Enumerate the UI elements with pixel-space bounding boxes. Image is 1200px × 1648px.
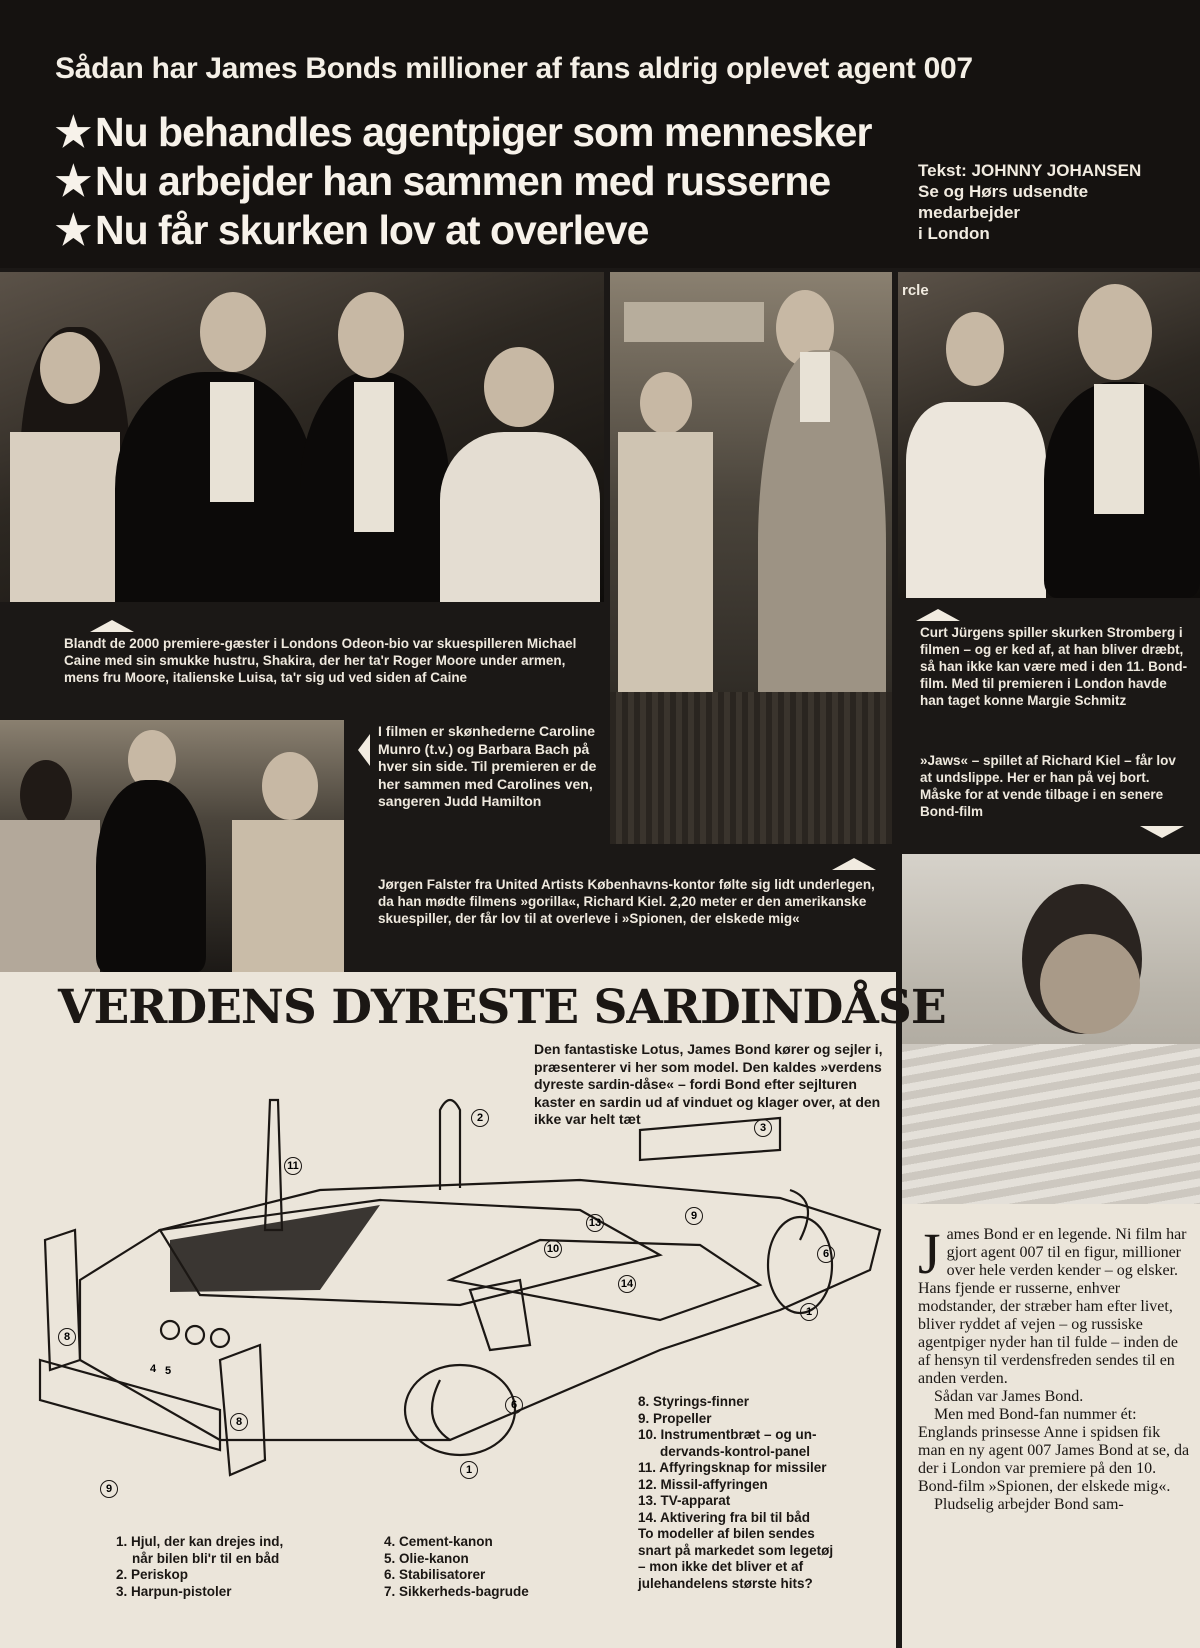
photo-swimmer — [902, 854, 1200, 1204]
byline-line: Tekst: JOHNNY JOHANSEN — [918, 161, 1142, 180]
legend-item: 7. Sikkerheds-bagrude — [384, 1583, 529, 1599]
legend-item: 5. Olie-kanon — [384, 1550, 469, 1566]
star-icon: ★ — [55, 207, 91, 253]
legend-item: 10. Instrumentbræt – og un- — [638, 1427, 817, 1442]
feature-headline: VERDENS DYRESTE SARDINDÅSE — [58, 980, 946, 1035]
byline-line: medarbejder — [918, 203, 1021, 222]
caption-jurgens: Curt Jürgens spiller skurken Stromberg i filmen – og er ked af, at han bliver dræbt, så han ikke kan være med i den 11. Bond-film. Med til premieren i London havde han taget konne Margie Schmitz — [920, 625, 1188, 708]
callout-6: 6 — [817, 1245, 835, 1263]
bullet-line-3 — [55, 206, 648, 254]
article-paragraph: Men med Bond-fan nummer ét: Englands prinsesse Anne i spidsen fik man en ny agent 007 James Bond at se, da der i London var premiere på den 10. Bond-film »Spionen, der elskede mig«. — [918, 1406, 1190, 1495]
legend-item: 13. TV-apparat — [638, 1493, 731, 1508]
photo-premiere-group — [0, 272, 604, 602]
callout-14: 14 — [618, 1275, 636, 1293]
legend-item: 1. Hjul, der kan drejes ind, — [116, 1534, 284, 1549]
sidebar-article — [918, 1221, 1190, 1514]
star-icon: ★ — [55, 109, 91, 155]
caption-arrow-up-icon — [916, 609, 960, 621]
legend-item: dervands-kontrol-panel — [660, 1443, 811, 1459]
callout-4: 4 — [150, 1363, 157, 1375]
kicker-line: Sådan har James Bonds millioner af fans aldrig oplevet agent 007 — [55, 52, 973, 85]
caption-arrow-up-icon — [832, 858, 876, 870]
legend-item: To modeller af bilen sendes — [638, 1526, 815, 1541]
legend-item: 11. Affyringsknap for missiler — [638, 1460, 827, 1475]
legend-item: 12. Missil-affyringen — [638, 1476, 768, 1492]
callout-8: 8 — [230, 1413, 248, 1431]
legend-left — [116, 1534, 283, 1600]
bullet-text: Nu arbejder han sammen med russerne — [95, 158, 831, 204]
byline-line: i London — [918, 224, 990, 243]
callout-2: 2 — [471, 1109, 489, 1127]
callout-11: 10 — [544, 1240, 562, 1258]
photo-jurgens — [898, 272, 1200, 598]
caption-falster: Jørgen Falster fra United Artists Københavns-kontor følte sig lidt underlegen, da han mødte filmens »gorilla«, Richard Kiel. 2,20 meter er den amerikanske skuespiller, der får lov til at overleve i »Spionen, der elskede mig« — [378, 877, 875, 926]
callout-8: 8 — [58, 1328, 76, 1346]
caption-odeon: Blandt de 2000 premiere-gæster i Londons Odeon-bio var skuespilleren Michael Caine med sin smukke hustru, Shakira, der her ta'r Roger Moore under armen, mens fru Moore, italienske Luisa, ta'r sig ud ved siden af Caine — [64, 636, 577, 685]
byline-line: Se og Hørs udsendte — [918, 182, 1089, 201]
callout-12: 11 — [284, 1157, 302, 1175]
caption-arrow-down-icon — [1140, 826, 1184, 838]
cinema-sign: rcle — [902, 282, 929, 299]
callout-1: 1 — [800, 1303, 818, 1321]
legend-item: julehandelens største hits? — [638, 1575, 813, 1591]
bullet-line-2 — [55, 157, 830, 205]
caption-jaws: »Jaws« – spillet af Richard Kiel – får lov at undslippe. Her er han på vej bort. Måske for at vende tilbage i en senere Bond-film — [920, 753, 1176, 819]
article-paragraph: Pludselig arbejder Bond sam- — [934, 1496, 1124, 1513]
legend-item: 8. Styrings-finner — [638, 1394, 750, 1409]
photo-munro-hamilton-bach — [0, 720, 344, 972]
bullet-line-1 — [55, 108, 871, 156]
legend-item: når bilen bli'r til en båd — [132, 1550, 280, 1566]
dropcap: J — [918, 1221, 941, 1286]
photo-falster-kiel — [610, 272, 892, 844]
callout-13: 13 — [586, 1214, 604, 1232]
article-paragraph: ames Bond er en legende. Ni film har gjort agent 007 til en figur, millioner over hele verden kender – og elsker. Hans fjende er russerne, enhver modstander, der stræber ham efter livet, bliver ryddet af vejen – og russiske agentpiger nyder han til fulde – inden de af hensyn til verdensfreden sendes til en anden verden. — [918, 1226, 1187, 1387]
legend-right — [638, 1394, 833, 1592]
caption-arrow-left-icon — [358, 734, 370, 766]
callout-3: 3 — [754, 1119, 772, 1137]
callout-6: 6 — [505, 1396, 523, 1414]
article-paragraph: Sådan var James Bond. — [934, 1388, 1084, 1405]
callout-5: 5 — [165, 1365, 172, 1377]
legend-item: 2. Periskop — [116, 1567, 189, 1582]
caption-munro: I filmen er skønhederne Caroline Munro (t.v.) og Barbara Bach på hver sin side. Til premieren er de her sammen med Carolines ven, sangeren Judd Hamilton — [378, 723, 597, 809]
legend-item: snart på markedet som legetøj — [638, 1542, 834, 1558]
callout-1: 1 — [460, 1461, 478, 1479]
bullet-text: Nu behandles agentpiger som mennesker — [95, 109, 872, 155]
byline — [918, 160, 1198, 244]
star-icon: ★ — [55, 158, 91, 204]
callout-10: 9 — [685, 1207, 703, 1225]
legend-item: 4. Cement-kanon — [384, 1534, 493, 1549]
feature-intro: Den fantastiske Lotus, James Bond kører og sejler i, præsenterer vi her som model. Den kaldes »verdens dyreste sardin-dåse« – fordi Bond efter sejlturen kaster en sardin ud af vinduet og klager over, at den ikke var helt tæt — [534, 1041, 883, 1127]
bullet-text: Nu får skurken lov at overleve — [95, 207, 649, 253]
legend-item: 9. Propeller — [638, 1410, 712, 1426]
legend-middle — [384, 1534, 529, 1600]
caption-arrow-up-icon — [90, 620, 134, 632]
legend-item: – mon ikke det bliver et af — [638, 1559, 804, 1574]
legend-item: 14. Aktivering fra bil til båd — [638, 1509, 811, 1525]
legend-item: 3. Harpun-pistoler — [116, 1583, 232, 1599]
legend-item: 6. Stabilisatorer — [384, 1567, 486, 1582]
callout-9: 9 — [100, 1480, 118, 1498]
